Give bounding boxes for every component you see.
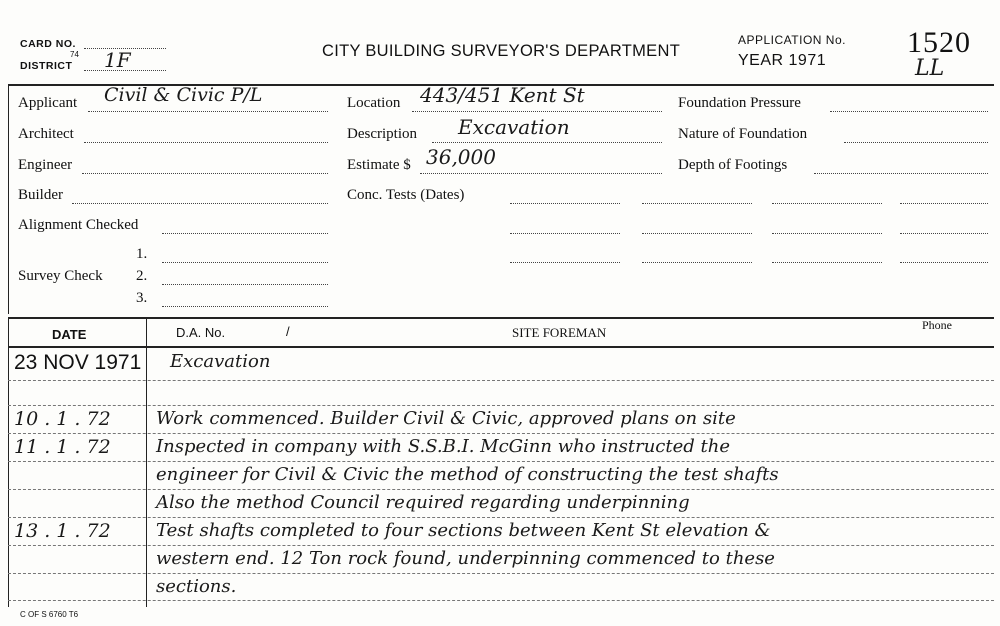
depth-footings-line [814,173,988,174]
builder-label: Builder [18,187,63,203]
log-row-text: Also the method Council required regarding underpinning [156,492,690,513]
location-value: 443/451 Kent St [420,83,585,107]
location-label: Location [347,95,401,111]
log-row-text: sections. [156,576,237,597]
conc-line-1d [900,203,988,204]
log-rule [8,545,994,546]
log-row-date: 13 . 1 . 72 [14,520,111,542]
alignment-label: Alignment Checked [18,217,139,233]
description-value: Excavation [458,115,570,139]
log-rule [8,405,994,406]
application-no-label: APPLICATION No. [738,33,846,47]
conc-line-1a [510,203,620,204]
application-no-value: 1520 [907,26,971,59]
application-initials: LL [915,56,945,81]
conc-line-2c [772,233,882,234]
conc-line-2d [900,233,988,234]
conc-line-3d [900,262,988,263]
log-row-date: 23 NOV 1971 [14,351,142,374]
survey-num-3: 3. [136,290,148,306]
log-da-header: D.A. No. [176,325,226,340]
builder-line [72,203,328,204]
log-rule [8,461,994,462]
log-rule [8,600,994,601]
estimate-label: Estimate $ [347,157,411,173]
conc-tests-label: Conc. Tests (Dates) [347,187,465,203]
survey-check-label: Survey Check [18,268,103,284]
department-title: CITY BUILDING SURVEYOR'S DEPARTMENT [322,42,681,60]
depth-footings-label: Depth of Footings [678,157,788,173]
conc-line-1b [642,203,752,204]
applicant-line [88,111,328,112]
estimate-value: 36,000 [426,145,496,169]
log-row-date: 10 . 1 . 72 [14,408,111,430]
log-left-border [8,317,9,607]
foundation-pressure-line [830,111,988,112]
year-label: YEAR 1971 [738,52,827,69]
log-da-slash: / [286,324,290,339]
log-rule [8,489,994,490]
district-note: 74 [70,50,79,59]
left-border-top [8,84,9,314]
engineer-label: Engineer [18,157,73,173]
nature-foundation-line [844,142,988,143]
log-rule [8,573,994,574]
log-foreman-header: SITE FOREMAN [512,325,607,340]
architect-label: Architect [18,126,74,142]
log-date-header: DATE [52,327,87,342]
log-row-text: Work commenced. Builder Civil & Civic, approved plans on site [156,408,736,429]
log-divider [146,317,147,607]
applicant-value: Civil & Civic P/L [104,84,263,106]
conc-line-2a [510,233,620,234]
log-row-text: Inspected in company with S.S.B.I. McGinn who instructed the [156,436,730,457]
architect-line [84,142,328,143]
survey-line-3 [162,306,328,307]
conc-line-3a [510,262,620,263]
card-no-label: CARD NO. [20,38,76,50]
alignment-line [162,233,328,234]
conc-line-1c [772,203,882,204]
log-phone-header: Phone [922,318,952,332]
log-rule [8,380,994,381]
log-top-border [8,317,994,319]
nature-foundation-label: Nature of Foundation [678,126,808,142]
log-row-text: Excavation [170,351,271,372]
survey-num-2: 2. [136,268,148,284]
form-code: C OF S 6760 T6 [20,610,79,619]
log-rule [8,433,994,434]
applicant-label: Applicant [18,95,78,111]
estimate-line [420,173,662,174]
engineer-line [82,173,328,174]
log-rule [8,517,994,518]
log-row-text: western end. 12 Ton rock found, underpinning commenced to these [156,548,775,569]
conc-line-2b [642,233,752,234]
log-header-underline [8,346,994,348]
description-label: Description [347,126,417,142]
description-line [432,142,662,143]
survey-line-2 [162,284,328,285]
log-row-date: 11 . 1 . 72 [14,436,111,458]
conc-line-3c [772,262,882,263]
district-value: 1F [104,48,131,72]
location-line [412,111,662,112]
log-row-text: engineer for Civil & Civic the method of constructing the test shafts [156,464,779,485]
survey-num-1: 1. [136,246,148,262]
conc-line-3b [642,262,752,263]
district-label: DISTRICT [20,60,73,72]
survey-line-1 [162,262,328,263]
foundation-pressure-label: Foundation Pressure [678,95,801,111]
log-row-text: Test shafts completed to four sections between Kent St elevation & [156,520,771,541]
